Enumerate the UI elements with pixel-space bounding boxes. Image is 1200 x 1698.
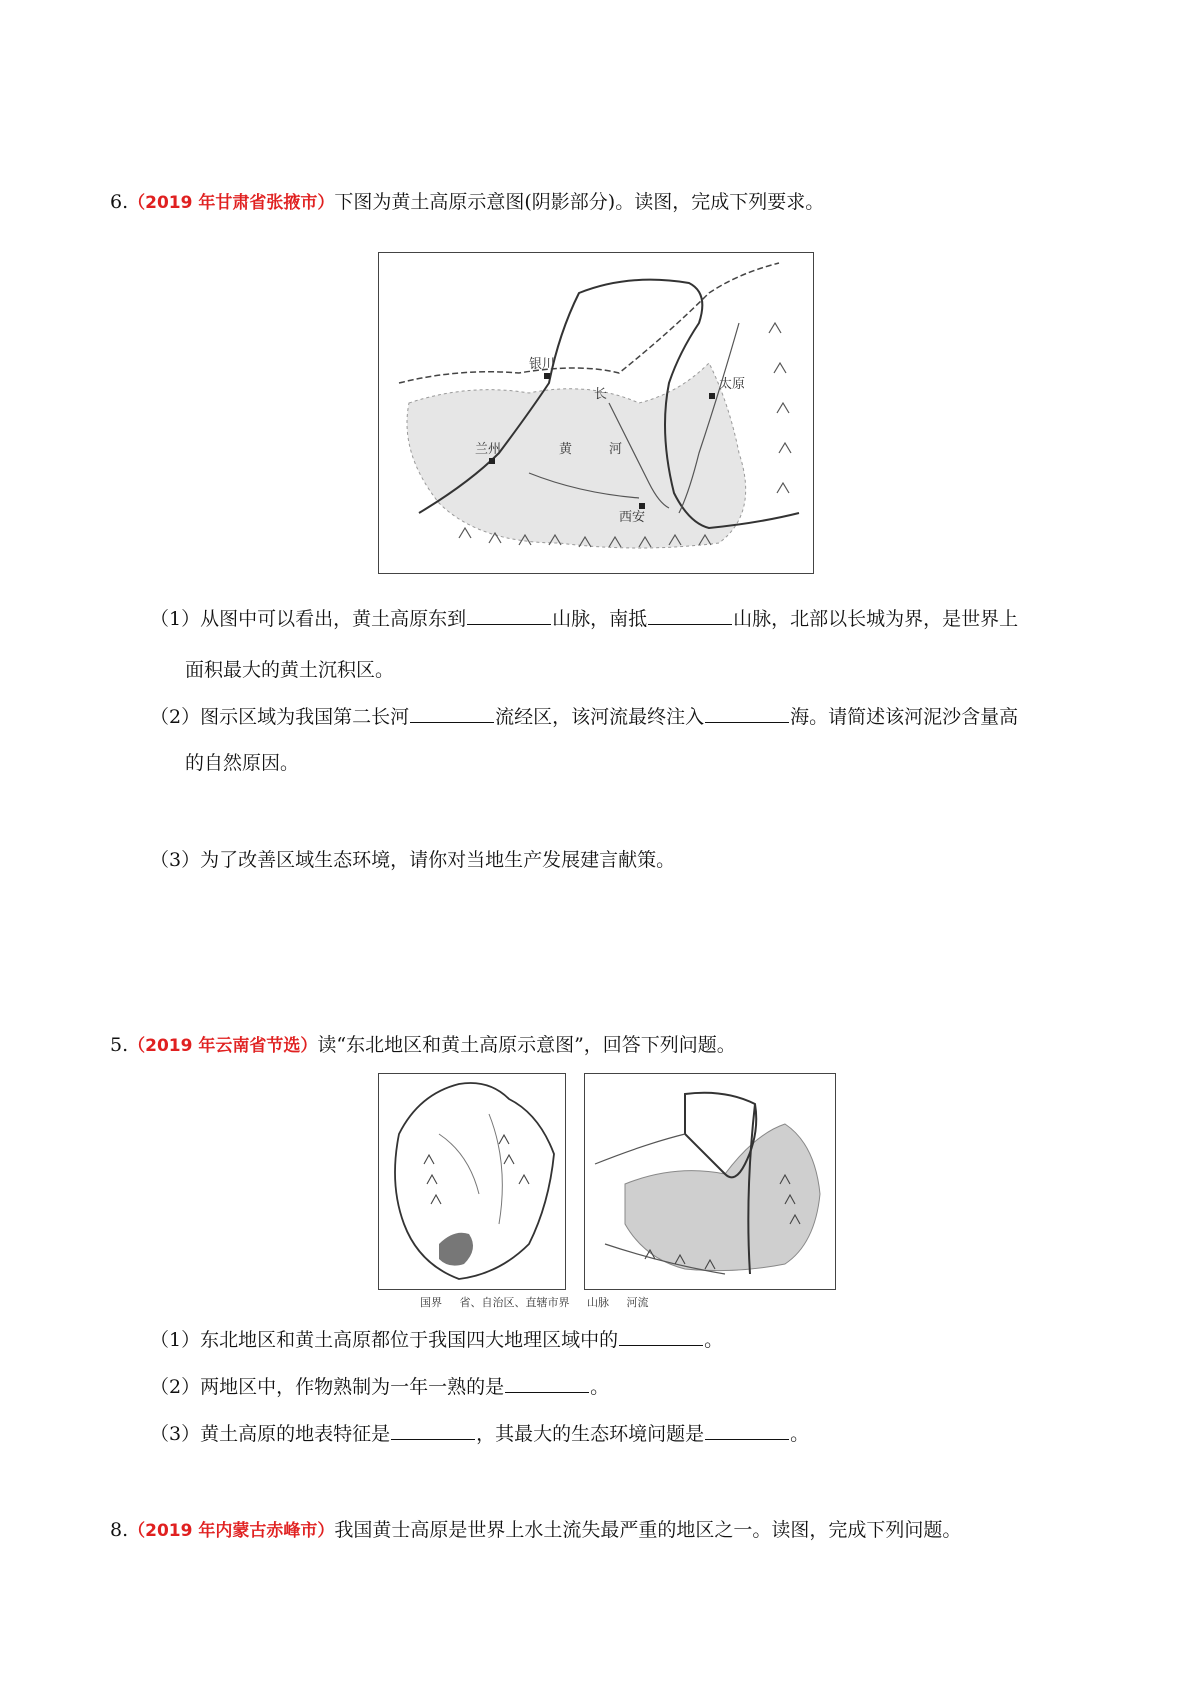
q5-part2 [150, 1372, 609, 1399]
q5-p1-text-a: （1）东北地区和黄土高原都位于我国四大地理区域中的 [150, 1329, 619, 1351]
q8-stem: 我国黄士高原是世界上水土流失最严重的地区之一。读图，完成下列问题。 [334, 1519, 962, 1541]
map-label-taiyuan: 太原 [719, 377, 746, 392]
q6-source: （2019 年甘肃省张掖市） [128, 193, 335, 213]
map-label-he: 河 [609, 442, 623, 457]
q6-map-drawing [379, 253, 813, 573]
q5-map-legend [420, 1294, 663, 1310]
map-label-huang: 黄 [559, 442, 573, 457]
q6-p1-text-b: 山脉，南抵 [552, 608, 648, 630]
q5-source: （2019 年云南省节选） [128, 1036, 318, 1056]
q5-p3-text-c: 。 [790, 1423, 810, 1445]
q5-p3-blank-feature[interactable] [391, 1421, 475, 1440]
q5-stem: 读“东北地区和黄土高原示意图”，回答下列问题。 [317, 1034, 736, 1056]
q6-loess-plateau-map [378, 252, 814, 574]
q6-p2-text-c: 海。请简述该河泥沙含量高 [790, 706, 1019, 728]
q5-p2-blank[interactable] [505, 1374, 589, 1393]
q6-part1-line1 [150, 604, 1018, 631]
map-label-yinchuan: 银川 [529, 357, 556, 372]
q6-p1-text-a: （1）从图中可以看出，黄土高原东到 [150, 608, 467, 630]
q6-number: 6. [110, 191, 129, 213]
q5-part3 [150, 1419, 809, 1446]
q5-p1-text-b: 。 [704, 1329, 724, 1351]
q5-loess-drawing [585, 1074, 835, 1289]
legend-river: 河流 [626, 1296, 649, 1309]
q6-p1-text-c: 山脉，北部以长城为界，是世界上 [733, 608, 1019, 630]
q8-title [110, 1515, 961, 1542]
q8-number: 8. [110, 1519, 129, 1541]
q5-part1 [150, 1325, 723, 1352]
map-label-xian: 西安 [619, 510, 646, 525]
q5-p2-text-a: （2）两地区中，作物熟制为一年一熟的是 [150, 1376, 505, 1398]
map-label-lanzhou: 兰州 [475, 442, 502, 457]
q6-title [110, 187, 824, 214]
q5-title [110, 1030, 736, 1057]
legend-national-border: 国界 [420, 1296, 442, 1309]
q6-part2-line2: 的自然原因。 [185, 752, 300, 774]
q6-p2-text-a: （2）图示区域为我国第二长河 [150, 706, 410, 728]
legend-mountain: 山脉 [587, 1296, 609, 1309]
q6-part1-line2: 面积最大的黄土沉积区。 [185, 659, 395, 681]
q5-p3-blank-problem[interactable] [705, 1421, 789, 1440]
q6-p1-blank-east[interactable] [467, 606, 551, 625]
q5-northeast-drawing [379, 1074, 565, 1289]
q6-stem: 下图为黄土高原示意图(阴影部分)。读图，完成下列要求。 [334, 191, 825, 213]
q5-number: 5. [110, 1034, 129, 1056]
q6-p2-text-b: 流经区，该河流最终注入 [495, 706, 705, 728]
legend-provincial-border: 省、自治区、直辖市界 [459, 1296, 570, 1309]
q6-part2-line1 [150, 702, 1018, 729]
q5-northeast-map [378, 1073, 566, 1290]
q5-p2-text-b: 。 [590, 1376, 610, 1398]
q6-p2-blank-sea[interactable] [705, 704, 789, 723]
q5-p3-text-a: （3）黄土高原的地表特征是 [150, 1423, 391, 1445]
map-label-chang: 长 [594, 387, 608, 402]
q6-p1-blank-south[interactable] [648, 606, 732, 625]
q5-loess-map [584, 1073, 836, 1290]
q8-source: （2019 年内蒙古赤峰市） [128, 1521, 335, 1541]
q5-p1-blank[interactable] [619, 1327, 703, 1346]
q6-part3: （3）为了改善区域生态环境，请你对当地生产发展建言献策。 [150, 849, 676, 871]
q6-p2-blank-river[interactable] [410, 704, 494, 723]
q5-p3-text-b: ，其最大的生态环境问题是 [476, 1423, 705, 1445]
